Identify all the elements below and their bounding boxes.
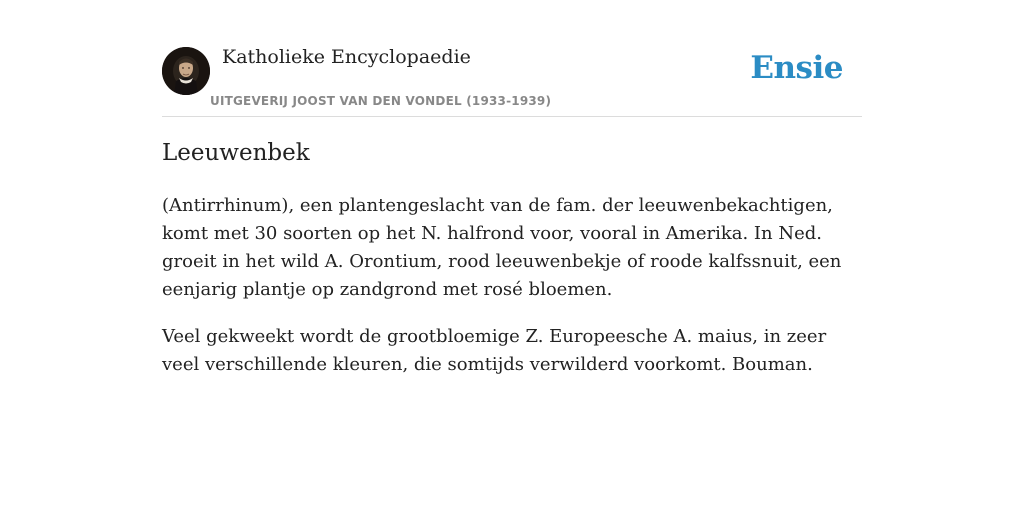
avatar[interactable] xyxy=(162,47,210,95)
page xyxy=(162,0,862,375)
site-title[interactable]: Katholieke Encyclopaedie xyxy=(222,46,471,68)
entry-body xyxy=(162,192,862,398)
entry-title: Leeuwenbek xyxy=(162,140,310,166)
publisher-label: UITGEVERIJ JOOST VAN DEN VONDEL (1933-1939) xyxy=(210,94,552,108)
header xyxy=(162,0,862,117)
entry-paragraph: (Antirrhinum), een plantengeslacht van de fam. der leeuwenbekachtigen, komt met 30 soorten op het N. halfrond voor, vooral in Amerika. In Ned. groeit in het wild A. Orontium, rood leeuwenbekje of roode kalfssnuit, een eenjarig plantje op zandgrond met rosé bloemen. xyxy=(162,195,842,300)
ensie-logo-link[interactable]: Ensie xyxy=(750,50,843,86)
entry-paragraph: Veel gekweekt wordt de grootbloemige Z. Europeesche A. maius, in zeer veel verschillende kleuren, die somtijds verwilderd voorkomt. Bouman. xyxy=(162,326,827,375)
vondel-portrait-icon xyxy=(162,47,210,95)
